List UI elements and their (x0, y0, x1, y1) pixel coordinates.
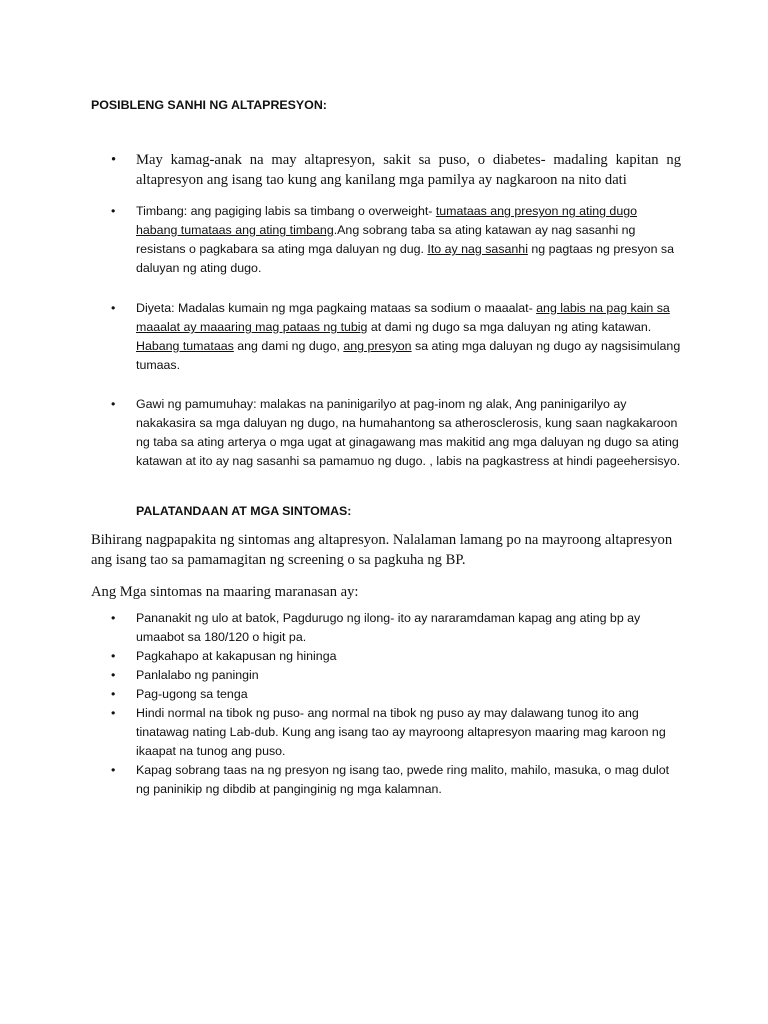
bullet-icon: • (111, 204, 116, 218)
bullet-icon: • (111, 301, 116, 315)
list-item-symptom (111, 704, 681, 761)
list-item-weight (111, 202, 681, 278)
bullet-icon: • (111, 668, 116, 682)
weight-text-underlined-2: Ito ay nag sasanhi (427, 242, 528, 256)
section-heading-symptoms: PALATANDAAN AT MGA SINTOMAS: (136, 504, 352, 518)
bullet-icon: • (111, 649, 116, 663)
list-item-family-history (111, 150, 681, 190)
bullet-icon: • (111, 611, 116, 625)
symptom-text: Pagkahapo at kakapusan ng hininga (136, 649, 337, 663)
list-item-symptom (111, 666, 681, 685)
list-item-lifestyle (111, 395, 681, 471)
symptoms-lead-text: Ang Mga sintomas na maaring maranasan ay: (91, 584, 359, 600)
diet-text-underlined-1: ang labis na pag kain sa maaalat ay maaaring mag pataas ng tubig (136, 301, 670, 334)
list-item-symptom (111, 761, 681, 799)
cause-family-text: May kamag-anak na may altapresyon, sakit sa puso, o diabetes- madaling kapitan ng altapresyon ang isang tao kung ang kanilang mga pamilya ay nagkaroon na nito dati (136, 152, 681, 188)
symptom-text: Hindi normal na tibok ng puso- ang normal na tibok ng puso ay may dalawang tunog ito ang tinatawag nating Lab-dub. Kung ang isang tao ay mayroong altapresyon maaring mag karoon ng ikaapat na tunog ang puso. (136, 706, 666, 758)
symptom-text: Panlalabo ng paningin (136, 668, 259, 682)
section-heading-causes: POSIBLENG SANHI NG ALTAPRESYON: (91, 98, 327, 112)
diet-text-c: at dami ng dugo sa mga daluyan ng ating katawan. (367, 320, 652, 334)
weight-text-c: .Ang sobrang taba sa ating katawan ay nag sasanhi ng resistans o pagkabara sa ating mga daluyan ng dug. (136, 223, 636, 256)
bullet-icon: • (111, 763, 116, 777)
diet-text-e: ang dami ng dugo, (233, 339, 344, 353)
diet-text-underlined-3: ang presyon (343, 339, 412, 353)
diet-text-underlined-2: Habang tumataas (136, 339, 234, 353)
symptom-text: Kapag sobrang taas na ng presyon ng isang tao, pwede ring malito, mahilo, masuka, o mag dulot ng paninikip ng dibdib at panginginig ng mga kalamnan. (136, 763, 670, 796)
weight-text-e: ng pagtaas ng presyon sa daluyan ng ating dugo. (136, 242, 674, 275)
cause-lifestyle-text: Gawi ng pamumuhay: malakas na paninigarilyo at pag-inom ng alak, Ang paninigarilyo ay nakakasira sa mga daluyan ng dugo, na humahantong sa atherosclerosis, kung saan nagkakaroon ng taba sa ating arterya o mga ugat at ginagawang mas makitid ang mga daluyan ng dugo sa ating katawan at ito ay nag sasanhi sa pamamuo ng dugo. , labis na pagkastress at hindi pageehersisyo. (136, 397, 681, 468)
list-item-symptom (111, 685, 681, 704)
symptoms-intro-paragraph: Bihirang nagpapakita ng sintomas ang altapresyon. Nalalaman lamang po na mayroong altapresyon ang isang tao sa pamamagitan ng screening o sa pagkuha ng BP. (91, 532, 673, 568)
list-item-symptom (111, 609, 681, 647)
list-item-symptom (111, 647, 681, 666)
diet-text-g: sa ating mga daluyan ng dugo ay nagsisimulang tumaas. (136, 339, 681, 372)
symptom-text: Pananakit ng ulo at batok, Pagdurugo ng ilong- ito ay nararamdaman kapag ang ating bp ay umaabot sa 180/120 o higit pa. (136, 611, 641, 644)
diet-text-a: Diyeta: Madalas kumain ng mga pagkaing mataas sa sodium o maaalat- (136, 301, 537, 315)
symptoms-list (111, 609, 681, 799)
causes-list (111, 150, 681, 471)
bullet-icon: • (111, 152, 117, 168)
bullet-icon: • (111, 687, 116, 701)
weight-text-a: Timbang: ang pagiging labis sa timbang o overweight- (136, 204, 436, 218)
weight-text-underlined-1: tumataas ang presyon ng ating dugo habang tumataas ang ating timbang (136, 204, 637, 237)
bullet-icon: • (111, 397, 116, 411)
bullet-icon: • (111, 706, 116, 720)
symptom-text: Pag-ugong sa tenga (136, 687, 248, 701)
list-item-diet (111, 299, 681, 375)
